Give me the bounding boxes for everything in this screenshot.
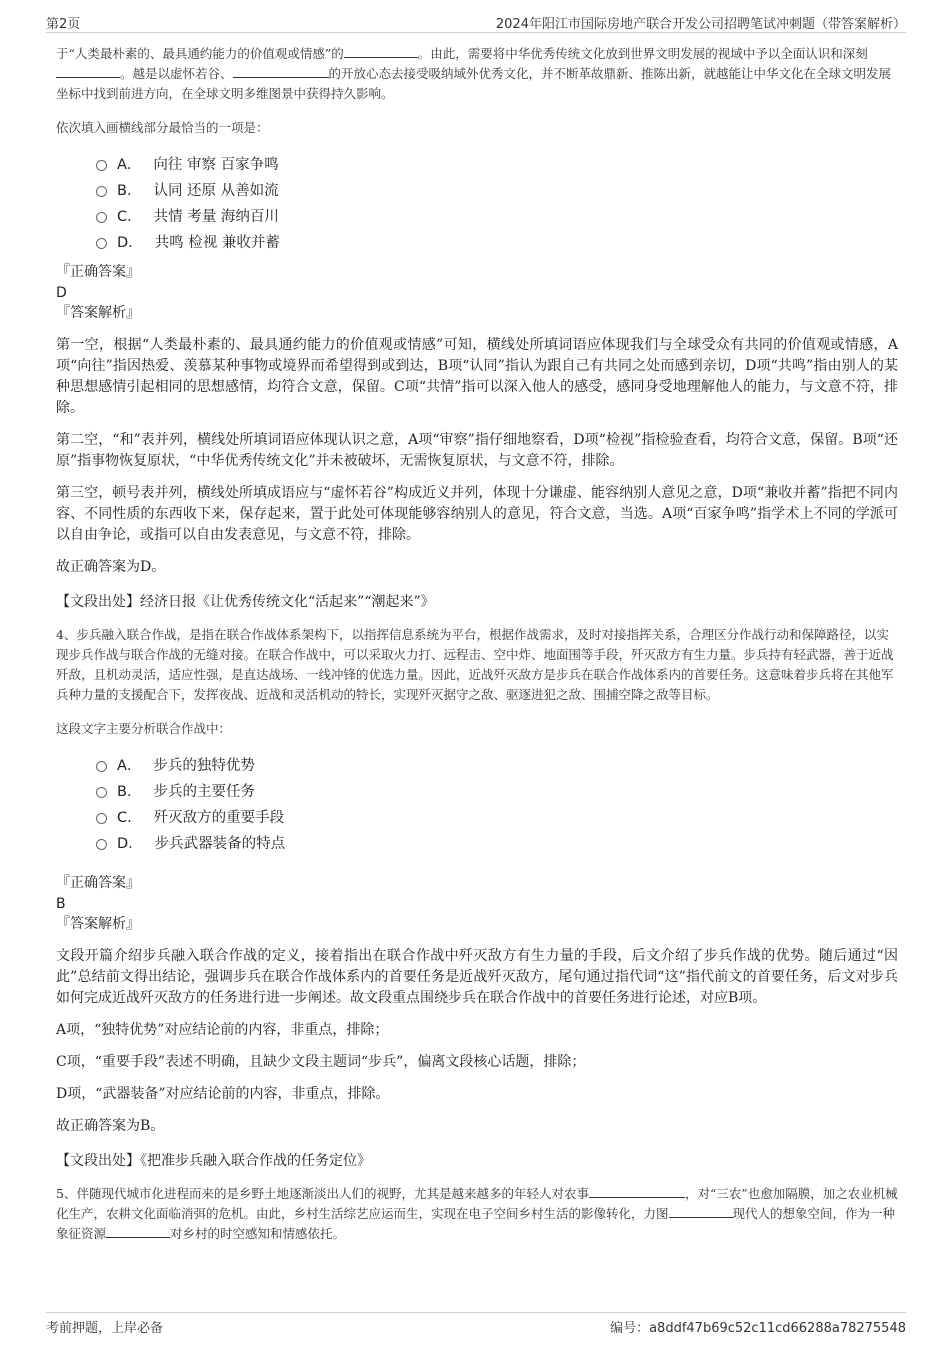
analysis-conclusion: 故正确答案为B。: [56, 1118, 165, 1134]
question-3-text: 于“人类最朴素的、最具通约能力的价值观或情感”的 。由此，需要将中华优秀传统文化放到世界文明发展的视域中予以全面认识和深刻。越是以虚怀若谷、 的开放心态去接受吸纳域外优秀文化，并不断革故鼎新、推陈出新，就越能让中华文化在全球文明发展坐标中找到前进方向，在全球文明多维图景中获得持久影响。: [56, 46, 892, 101]
page-footer: [46, 1312, 906, 1337]
page-number: 第2页: [46, 17, 81, 32]
option-d[interactable]: D． 共鸣 检视 兼收并蓄: [96, 228, 898, 254]
answer-label: 『正确答案』: [56, 264, 140, 280]
footer-slogan: 考前押题，上岸必备: [46, 1321, 164, 1336]
question-3-prompt: 依次填入画横线部分最恰当的一项是：: [56, 120, 269, 135]
answer-value: B: [56, 896, 66, 912]
page-content: [56, 44, 898, 1244]
analysis-paragraph: C项，“重要手段”表述不明确，且缺少文段主题词“步兵”，偏离文段核心话题，排除；: [56, 1054, 586, 1070]
fill-blank: [106, 1224, 170, 1238]
option-d[interactable]: D． 步兵武器装备的特点: [96, 829, 898, 855]
analysis-label: 『答案解析』: [56, 916, 140, 932]
question-4-text: 4、步兵融入联合作战，是指在联合作战体系架构下，以指挥信息系统为平台，根据作战需求，及时对接指挥关系，合理区分作战行动和保障路径，以实现步兵作战与联合作战的无缝对接。在联合作战中，可以采取火力打、远程击、空中炸、地面围等手段，歼灭敌方有生力量。步兵持有轻武器，善于近战歼敌，且机动灵活，适应性强，是直达战场、一线冲锋的优选力量。因此，近战歼灭敌方是步兵在联合作战体系内的首要任务。这意味着步兵将在其他军兵种力量的支援配合下，发挥夜战、近战和灵活机动的特长，实现歼灭据守之敌、驱逐进犯之敌、围捕空降之敌等目标。: [56, 627, 894, 702]
analysis-paragraph: 第一空，根据“人类最朴素的、最具通约能力的价值观或情感”可知，横线处所填词语应体现我们与全球受众有共同的价值观或情感，A项“向往”指因热爱、羡慕某种事物或境界而希望得到或到达，B项“认同”指认为跟自己有共同之处而感到亲切，D项“共鸣”指由别人的某种思想感情引起相同的思想感情，均符合文意，保留。C项“共情”指可以深入他人的感受，感同身受地理解他人的能力，与文意不符，排除。: [56, 337, 898, 416]
radio-icon[interactable]: [96, 839, 107, 850]
question-3-options: [96, 150, 898, 254]
radio-icon[interactable]: [96, 761, 107, 772]
analysis-paragraph: 第三空，顿号表并列，横线处所填成语应与“虚怀若谷”构成近义并列，体现十分谦虚、能容纳别人意见之意，D项“兼收并蓄”指把不同内容、不同性质的东西收下来，保存起来，置于此处可体现能够容纳别人的意见，符合文意，当选。A项“百家争鸣”指学术上不同的学派可以自由争论，或指可以自由发表意见，与文意不符，排除。: [56, 485, 898, 543]
radio-icon[interactable]: [96, 212, 107, 223]
question-4-options: [96, 751, 898, 855]
question-5-text: 5、伴随现代城市化进程而来的是乡野土地逐渐淡出人们的视野，尤其是越来越多的年轻人对农事 ，对“三农”也愈加隔膜，加之农业机械化生产，农耕文化面临消弭的危机。由此，乡村生活综艺应运而生，实现在电子空间乡村生活的影像转化，力图 现代人的想象空间，作为一种象征资源 对乡村的时空感知和情感依托。: [56, 1186, 898, 1241]
radio-icon[interactable]: [96, 160, 107, 171]
option-b[interactable]: B． 认同 还原 从善如流: [96, 176, 898, 202]
analysis-conclusion: 故正确答案为D。: [56, 559, 166, 575]
analysis-paragraph: 文段开篇介绍步兵融入联合作战的定义，接着指出在联合作战中歼灭敌方有生力量的手段，后文介绍了步兵作战的优势。随后通过“因此”总结前文得出结论，强调步兵在联合作战体系内的首要任务是近战歼灭敌方，尾句通过指代词“这”指代前文的首要任务，后文对步兵如何完成近战歼灭敌方的任务进行进一步阐述。故文段重点围绕步兵在联合作战中的首要任务进行论述，对应B项。: [56, 948, 898, 1006]
analysis-label: 『答案解析』: [56, 305, 140, 321]
fill-blank: [233, 64, 329, 78]
fill-blank: [669, 1204, 733, 1218]
document-code: 编号：a8ddf47b69c52c11cd66288a78275548: [610, 1321, 906, 1336]
radio-icon[interactable]: [96, 238, 107, 249]
source-citation: 【文段出处】《把准步兵融入联合作战的任务定位》: [56, 1153, 371, 1169]
document-title: 2024年阳江市国际房地产联合开发公司招聘笔试冲刺题（带答案解析）: [495, 17, 906, 32]
radio-icon[interactable]: [96, 787, 107, 798]
option-a[interactable]: A． 步兵的独特优势: [96, 751, 898, 777]
option-c[interactable]: C． 共情 考量 海纳百川: [96, 202, 898, 228]
answer-value: D: [56, 285, 67, 301]
answer-label: 『正确答案』: [56, 875, 140, 891]
option-b[interactable]: B． 步兵的主要任务: [96, 777, 898, 803]
fill-blank: [56, 64, 120, 78]
radio-icon[interactable]: [96, 186, 107, 197]
analysis-paragraph: D项，“武器装备”对应结论前的内容，非重点，排除。: [56, 1086, 390, 1102]
analysis-paragraph: A项，“独特优势”对应结论前的内容，非重点，排除；: [56, 1022, 389, 1038]
option-a[interactable]: A． 向往 审察 百家争鸣: [96, 150, 898, 176]
fill-blank: [344, 44, 418, 58]
fill-blank: [589, 1184, 685, 1198]
option-c[interactable]: C． 歼灭敌方的重要手段: [96, 803, 898, 829]
question-4-prompt: 这段文字主要分析联合作战中：: [56, 721, 232, 736]
radio-icon[interactable]: [96, 813, 107, 824]
page-header: [46, 10, 906, 33]
analysis-paragraph: 第二空，“和”表并列，横线处所填词语应体现认识之意，A项“审察”指仔细地察看，D项“检视”指检验查看，均符合文意，保留。B项“还原”指事物恢复原状，“中华优秀传统文化”并未被破坏，无需恢复原状，与文意不符，排除。: [56, 432, 898, 469]
source-citation: 【文段出处】经济日报《让优秀传统文化“活起来”“潮起来”》: [56, 594, 435, 610]
